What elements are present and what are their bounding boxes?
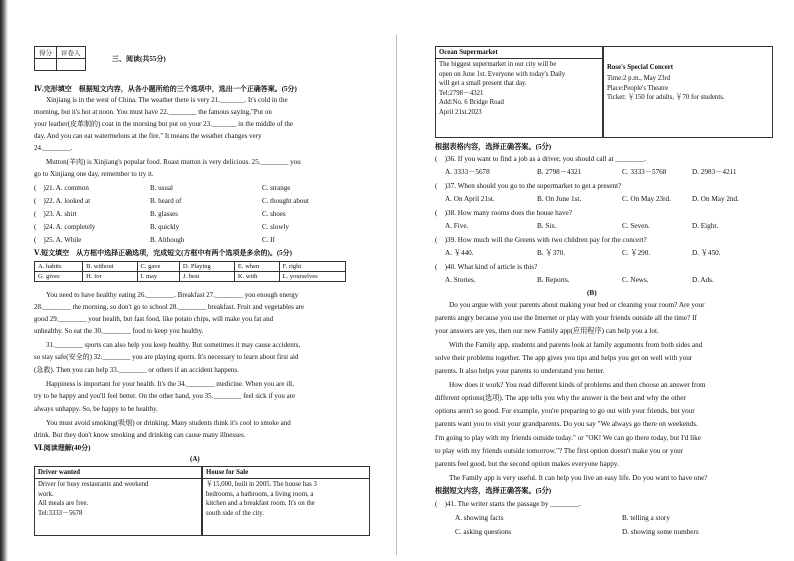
choice-c: C. ￥290. [622,249,651,257]
ad-line: Tel:2798－4321 [439,89,484,97]
choice-c: C. asking questions [455,528,512,536]
choice-b: B. 2798－4321 [537,168,582,176]
ad-line: open on June 1st. Everyone with today's Daily [439,70,566,78]
question-41[interactable]: ( )41. The writer starts the passage by ________. [435,500,581,508]
choice-b: B. Six. [537,222,557,230]
passage-line: unhealthy. So eat the 30.________ food to keep you healthy. [34,327,204,335]
choice-d: D. showing some numbers [622,528,699,536]
part-b-label: (B) [587,289,597,297]
passage-line: parents feel good, but the second option makes everyone happy. [435,460,619,468]
ad-line: work. [38,490,54,498]
passage-line: Xinjiang is in the west of China. The weather there is very 21._______. It's cold in the [46,96,288,104]
score-label: 得分 [35,47,57,59]
driver-ad [34,466,202,536]
cloze-instruction: Ⅳ.完形填空 根据短文内容，从各小题所给的三个选项中，选出一个正确答案。(5分) [34,85,297,93]
supermarket-ad [435,46,603,138]
passage-line: The Family app is very useful. It can help you live an easy life. Do you want to have one? [449,474,708,482]
ad-line: Add:No. 6 Bridge Road [439,99,504,107]
ad-line: kitchen and a breakfast room. It's on the [206,500,315,508]
ad-line: Tel:3333－5678 [38,509,83,517]
choice-d: D. 2983－4211 [692,168,737,176]
option-b: B. heard of [150,197,182,205]
passage-line: Do you argue with your parents about making your bed or cleaning your room? Are your [449,301,705,309]
option-c: C. If [262,236,275,244]
option-b: B. usual [150,184,173,192]
concert-ad [603,46,773,138]
choice-a: A. showing facts [455,514,504,522]
choice-a: A. ￥440. [445,249,474,257]
passage-line: your answers are yes, then our new Family app(应用程序) can help you a lot. [435,327,659,335]
score-table [34,46,86,71]
passage-line: parents. It also helps your parents to understand you better. [435,367,605,375]
word-option: F. right [279,262,345,272]
option-c: C. thought about [262,197,309,205]
passage-line: always unhappy. So, be happy to be healthy. [34,405,158,413]
choice-d: D. Ads. [692,276,714,284]
choice-d: D. ￥450. [692,249,721,257]
passage-line: I'm going to play with my friends outside today." or "OK! We can go there today, but I'd like [435,434,701,442]
passage-line: How does it work? You read different kinds of problems and then choose an answer from [449,381,706,389]
passage-line: Mutton(羊肉) is Xinjiang's popular food. Roast mutton is very delicious. 25.________ you [46,158,301,166]
choice-c: C. On May 23rd. [622,195,671,203]
word-box [34,261,346,282]
fill-instruction: Ⅴ.短文填空 从方框中选择正确选项，完成短文(方框中有两个选项是多余的)。(5分) [34,249,293,257]
passage-line: options aren't so good. For example, you're preparing to go out with your friends, but your [435,407,695,415]
passage-line: go to Xinjiang one day, remember to try it. [34,170,154,178]
choice-b: B. On June 1st. [537,195,582,203]
choice-b: B. Reports. [537,276,570,284]
house-ad [202,466,370,536]
ad-line: April 21st.2023 [439,108,482,116]
word-option: I. may [137,272,179,282]
passage-line: drink. But they don't know smoking and drinking can cause many illnesses. [34,431,246,439]
ad-line: will get a small present that day. [439,80,527,88]
word-option: J. best [179,272,234,282]
choice-d: D. Eight. [692,222,719,230]
passage-line: different options(选项). The app tells you why the answer is the best and why the other [435,394,686,402]
ad-line: All meals are free. [38,500,89,508]
passage-line: to play with my friends outside tomorrow."? The first option doesn't make you or your [435,447,684,455]
choice-a: A. 3333－5678 [445,168,490,176]
score-cell[interactable] [35,59,57,71]
word-option: D. Playing [179,262,234,272]
passage-line: morning, but it's hot at noon. You must have 22.________ the famous saying,"Put on [34,108,272,116]
reading-title: Ⅵ.阅读理解(40分) [34,444,91,452]
option-number[interactable]: ( )23. A. shirt [34,210,77,218]
option-c: C. slowly [262,223,289,231]
ad-line: south side of the city. [206,509,264,517]
option-b: B. quickly [150,223,180,231]
passage-line: try to be happy and you'll feel better. On the other hand, you 35.________ feel sick if you are [34,392,296,400]
instruction-b: 根据短文内容，选择正确答案。(5分) [435,487,552,495]
option-number[interactable]: ( )25. A. While [34,236,82,244]
passage-line: good 29.________ your health, but fast food, like potato chips, will make you fat and [34,315,274,323]
ad-line: ￥15,000, built in 2005. The house has 3 [206,481,317,488]
choice-a: A. Stories. [445,276,476,284]
passage-line: parents angry because you use the Internet or play with your friends outside all the time? If [435,314,697,322]
choice-c: C. News. [622,276,649,284]
passage-line: 24.________. [34,144,73,152]
word-option: B. without [83,262,137,272]
passage-line: your leather(皮革制的) coat in the morning but put on your 23._______ in the middle of the [34,120,293,128]
passage-line: 28.________ the morning, so don't go to school 28.________ breakfast. Fruit and vegetables are [34,303,305,311]
choice-b: B. telling a story [622,514,670,522]
ad-line: The biggest supermarket in our city will be [439,61,557,68]
ad-heading: Ocean Supermarket [436,47,602,59]
question-text[interactable]: ( )39. How much will the Greens with two children pay for the concert? [435,236,647,244]
choice-a: A. Five. [445,222,469,230]
section-title: 三、阅读(共55分) [112,55,166,63]
ad-line: bedrooms, a bathroom, a living room, a [206,490,314,498]
instruction-a: 根据表格内容，选择正确答案。(5分) [435,143,552,151]
ad-heading: Driver wanted [35,467,201,479]
choice-a: A. On April 21st. [445,195,495,203]
passage-line: parents want you to visit your grandparents. Do you say "We always go there on weekends. [435,420,698,428]
word-option: E. when [234,262,279,272]
word-option: A. habits [35,262,83,272]
ad-line: Place:People's Theatre [607,84,669,92]
right-page [397,0,794,561]
passage-line: With the Family app, students and parents look at family arguments from both sides and [449,341,703,349]
part-a-label: (A) [190,455,200,463]
ad-line: Time:2 p.m., May 23rd [607,75,671,82]
option-c: C. strange [262,184,291,192]
passage-line: You must avoid smoking(吸烟) or drinking. Many students think it's cool to smoke and [46,419,291,427]
question-text[interactable]: ( )38. How many rooms does the house have? [435,209,572,217]
question-text[interactable]: ( )36. If you want to find a job as a driver, you should call at ________. [435,155,646,163]
passage-line: Happiness is important for your health. It's the 34.________ medicine. When you are ill, [46,380,294,388]
passage-line: You need to have healthy eating 26.________. Breakfast 27.________ you enough energy [46,291,299,299]
option-b: B. Although [150,236,185,244]
ad-line: Ticket: ￥150 for adults, ￥70 for students. [607,94,725,102]
passage-line: so stay safe(安全的) 32.________ you are playing sports. It's necessary to learn about first aid [34,353,299,361]
grader-cell[interactable] [57,59,86,71]
choice-d: D. On May 2nd. [692,195,739,203]
option-c: C. shoes [262,210,286,218]
choice-b: B. ￥370. [537,249,566,257]
choice-c: C. 3333－5768 [622,168,667,176]
question-text[interactable]: ( )37. When should you go to the supermarket to get a present? [435,182,622,190]
question-text[interactable]: ( )40. What kind of article is this? [435,263,538,271]
grader-label: 评卷人 [57,47,86,59]
option-b: B. glasses [150,210,178,218]
word-option: H. for [83,272,137,282]
word-option: C. gave [137,262,179,272]
option-number[interactable]: ( )24. A. completely [34,223,96,231]
option-number[interactable]: ( )21. A. common [34,184,89,192]
word-option: G. gives [35,272,83,282]
choice-c: C. Seven. [622,222,650,230]
ad-heading: Rose's Special Concert [607,64,674,71]
passage-line: (急救). Then you can help 33.________ or others if an accident happens. [34,366,239,374]
word-option: L. yourselves [279,272,345,282]
ad-line: Driver for busy restaurants and weekend [38,481,149,488]
option-number[interactable]: ( )22. A. looked at [34,197,91,205]
word-option: K. with [234,272,279,282]
passage-line: day. And you can eat watermelons at the fire." It means the weather changes very [34,132,262,140]
passage-line: solve their problems together. The app gives you tips and helps you get on well with your [435,354,693,362]
passage-line: 31.________ sports can also help you keep healthy. But sometimes it may cause accidents, [46,341,301,349]
ad-heading: House for Sale [203,467,369,479]
